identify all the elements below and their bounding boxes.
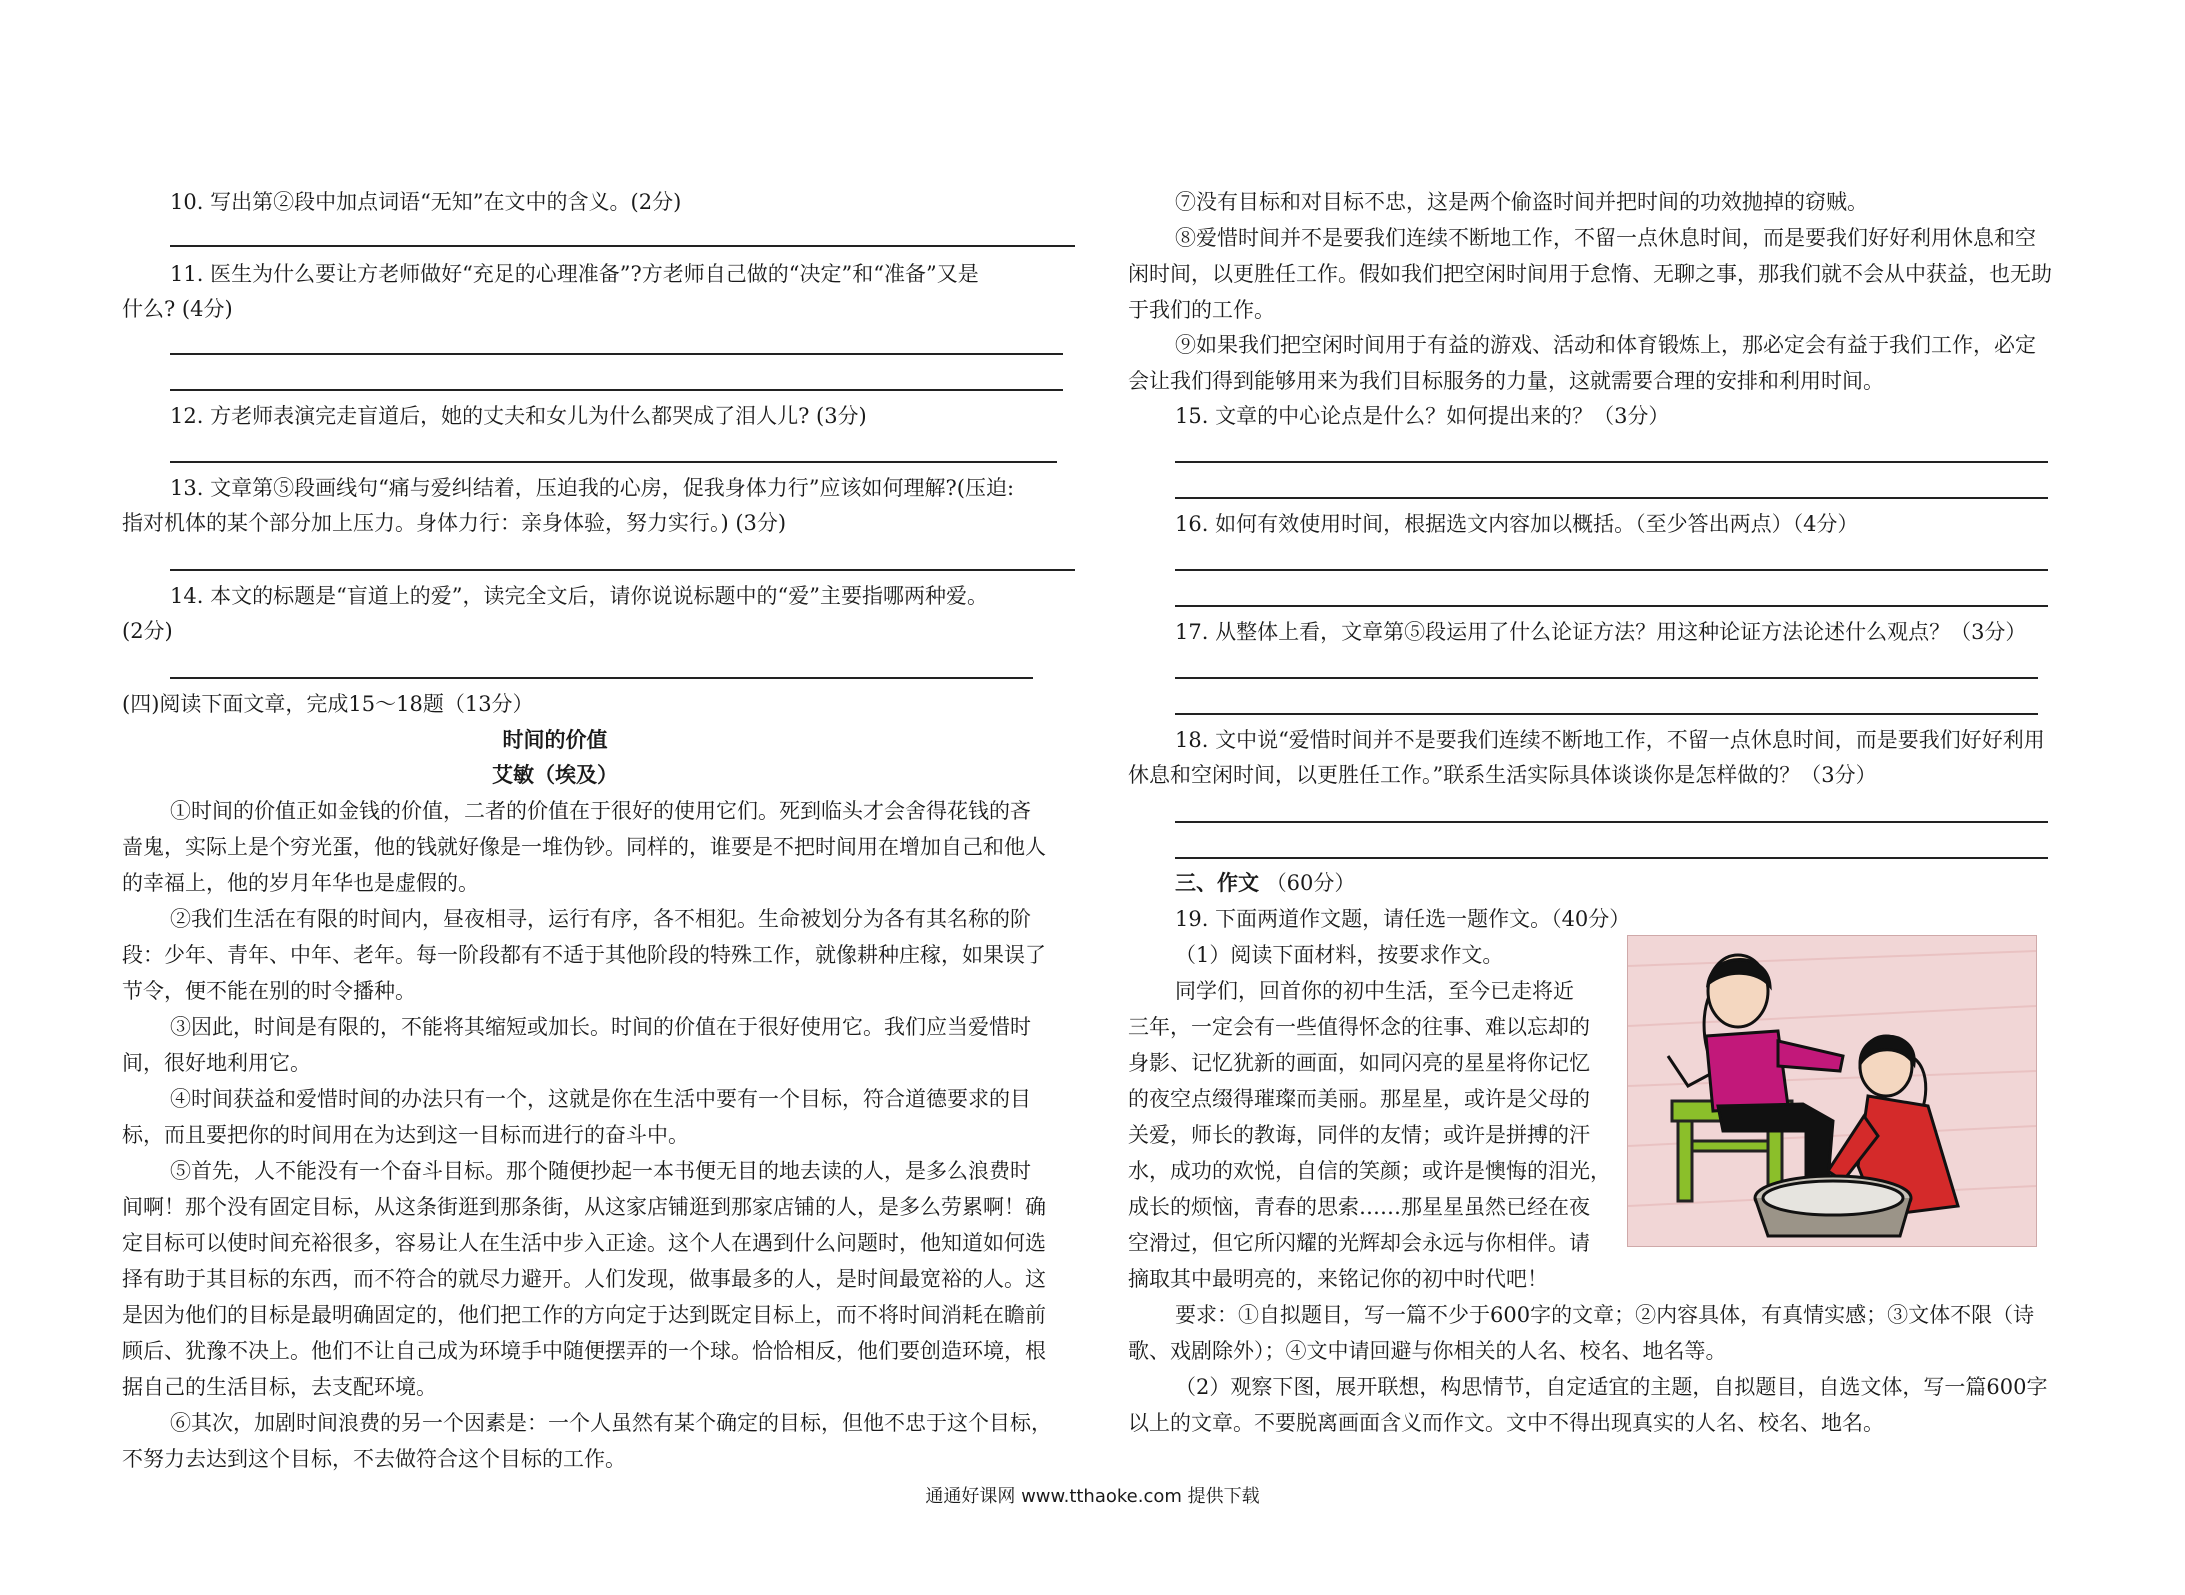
section-3-title: 三、作文	[1175, 870, 1259, 895]
answer-line	[1175, 569, 2048, 571]
text-line: ⑨如果我们把空闲时间用于有益的游戏、活动和体育锻炼上，那必定会有益于我们工作，必定	[1175, 333, 2036, 357]
text-line: 关爱，师长的教诲，同伴的友情；或许是拼搏的汗	[1128, 1123, 1590, 1147]
question-18-line2: 休息和空闲时间，以更胜任工作。”联系生活实际具体谈谈你是怎样做的？（3分）	[1128, 763, 1877, 787]
drawing	[1628, 936, 2036, 1246]
text-line: 水，成功的欢悦，自信的笑颜；或许是懊悔的泪光，	[1128, 1159, 1611, 1183]
question-17: 17. 从整体上看，文章第⑤段运用了什么论证方法？用这种论证方法论述什么观点？（3分）	[1175, 620, 2027, 644]
answer-line	[1175, 461, 2048, 463]
text-line: 定目标可以使时间充裕很多，容易让人在生活中步入正途。这个人在遇到什么问题时，他知道如何选	[122, 1231, 1046, 1255]
text-line: 会让我们得到能够用来为我们目标服务的力量，这就需要合理的安排和利用时间。	[1128, 369, 1884, 393]
text-line: 段：少年、青年、中年、老年。每一阶段都有不适于其他阶段的特殊工作，就像耕种庄稼，如果误了	[122, 943, 1046, 967]
question-11-line2: 什么? (4分)	[122, 297, 233, 321]
text-line: 顾后、犹豫不决上。他们不让自己成为环境手中随便摆弄的一个球。恰恰相反，他们要创造环境，根	[122, 1339, 1046, 1363]
answer-line	[1175, 713, 2038, 715]
text-line: 据自己的生活目标，去支配环境。	[122, 1375, 437, 1399]
question-19: 19. 下面两道作文题，请任选一题作文。（40分）	[1175, 907, 1631, 931]
section-4-heading: (四)阅读下面文章，完成15～18题（13分）	[122, 692, 534, 716]
requirements-line2: 歌、戏剧除外）；④文中请回避与你相关的人名、校名、地名等。	[1128, 1339, 1727, 1363]
illustration-child-washing-mother-feet	[1627, 935, 2037, 1247]
answer-line	[170, 461, 1057, 463]
text-line: 啬鬼，实际上是个穷光蛋，他的钱就好像是一堆伪钞。同样的，谁要是不把时间用在增加自己和他人	[122, 835, 1046, 859]
text-line: 空滑过，但它所闪耀的光辉却会永远与你相伴。请	[1128, 1231, 1590, 1255]
text-line: 节令，便不能在别的时令播种。	[122, 979, 416, 1003]
question-10: 10. 写出第②段中加点词语“无知”在文中的含义。(2分)	[170, 190, 682, 214]
question-13-line2: 指对机体的某个部分加上压力。身体力行：亲身体验，努力实行。) (3分)	[122, 511, 787, 535]
section-3-heading	[1175, 865, 1355, 901]
question-15: 15. 文章的中心论点是什么？如何提出来的？（3分）	[1175, 404, 1670, 428]
answer-line	[170, 677, 1033, 679]
section-3-score: （60分）	[1265, 871, 1356, 895]
question-12: 12. 方老师表演完走盲道后，她的丈夫和女儿为什么都哭成了泪人儿? (3分)	[170, 404, 867, 428]
answer-line	[1175, 677, 2038, 679]
question-16: 16. 如何有效使用时间，根据选文内容加以概括。（至少答出两点）（4分）	[1175, 512, 1859, 536]
text-line: 是因为他们的目标是最明确固定的，他们把工作的方向定于达到既定目标上，而不将时间消耗在瞻前	[122, 1303, 1046, 1327]
answer-line	[170, 389, 1063, 391]
requirements-line1: 要求：①自拟题目，写一篇不少于600字的文章；②内容具体，有真情实感；③文体不限（诗	[1175, 1303, 2035, 1327]
text-line: 闲时间，以更胜任工作。假如我们把空闲时间用于怠惰、无聊之事，那我们就不会从中获益，也无助	[1128, 262, 2052, 286]
text-line: 不努力去达到这个目标，不去做符合这个目标的工作。	[122, 1447, 626, 1471]
option-2-line2: 以上的文章。不要脱离画面含义而作文。文中不得出现真实的人名、校名、地名。	[1128, 1411, 1884, 1435]
text-line: ⑤首先，人不能没有一个奋斗目标。那个随便抄起一本书便无目的地去读的人，是多么浪费时	[170, 1159, 1031, 1183]
question-11-line1: 11. 医生为什么要让方老师做好“充足的心理准备”?方老师自己做的“决定”和“准备”又是	[170, 262, 979, 286]
answer-line	[1175, 857, 2048, 859]
text-line: ②我们生活在有限的时间内，昼夜相寻，运行有序，各不相犯。生命被划分为各有其名称的阶	[170, 907, 1031, 931]
option-2-line1: （2）观察下图，展开联想，构思情节，自定适宜的主题，自拟题目，自选文体，写一篇600字	[1175, 1375, 2048, 1399]
text-line: 间，很好地利用它。	[122, 1051, 311, 1075]
article-author: 艾敏（埃及）	[492, 762, 618, 787]
answer-line	[170, 569, 1075, 571]
answer-line	[1175, 821, 2048, 823]
text-line: 标，而且要把你的时间用在为达到这一目标而进行的奋斗中。	[122, 1123, 689, 1147]
text-line: 间啊！那个没有固定目标，从这条街逛到那条街，从这家店铺逛到那家店铺的人，是多么劳累啊！确	[122, 1195, 1046, 1219]
footer-source: 通通好课网 www.tthaoke.com 提供下载	[925, 1486, 1260, 1507]
question-14-line1: 14. 本文的标题是“盲道上的爱”，读完全文后，请你说说标题中的“爱”主要指哪两种爱。	[170, 584, 989, 608]
text-line: 身影、记忆犹新的画面，如同闪亮的星星将你记忆	[1128, 1051, 1590, 1075]
answer-line	[170, 245, 1075, 247]
option-1: （1）阅读下面材料，按要求作文。	[1175, 943, 1504, 967]
text-line: 择有助于其目标的东西，而不符合的就尽力避开。人们发现，做事最多的人，是时间最宽裕的人。这	[122, 1267, 1046, 1291]
text-line: ⑧爱惜时间并不是要我们连续不断地工作，不留一点休息时间，而是要我们好好利用休息和空	[1175, 226, 2036, 250]
question-18-line1: 18. 文中说“爱惜时间并不是要我们连续不断地工作，不留一点休息时间，而是要我们好好利用	[1175, 728, 2045, 752]
text-line: ③因此，时间是有限的，不能将其缩短或加长。时间的价值在于很好使用它。我们应当爱惜时	[170, 1015, 1031, 1039]
text-line: ④时间获益和爱惜时间的办法只有一个，这就是你在生活中要有一个目标，符合道德要求的目	[170, 1087, 1031, 1111]
text-line: ⑥其次，加剧时间浪费的另一个因素是：一个人虽然有某个确定的目标，但他不忠于这个目标，	[170, 1411, 1052, 1435]
answer-line	[1175, 497, 2048, 499]
paragraph-7: ⑦没有目标和对目标不忠，这是两个偷盗时间并把时间的功效抛掉的窃贼。	[1175, 190, 1868, 214]
answer-line	[1175, 605, 2048, 607]
text-line: 成长的烦恼，青春的思索……那星星虽然已经在夜	[1128, 1195, 1590, 1219]
basin	[1755, 1176, 1911, 1236]
text-line: 摘取其中最明亮的，来铭记你的初中时代吧！	[1128, 1267, 1548, 1291]
text-line: 于我们的工作。	[1128, 298, 1275, 322]
text-line: 的幸福上，他的岁月年华也是虚假的。	[122, 871, 479, 895]
text-line: 三年，一定会有一些值得怀念的往事、难以忘却的	[1128, 1015, 1590, 1039]
answer-line	[170, 353, 1063, 355]
article-title: 时间的价值	[502, 727, 608, 752]
text-line: 的夜空点缀得璀璨而美丽。那星星，或许是父母的	[1128, 1087, 1590, 1111]
text-line: 同学们，回首你的初中生活，至今已走将近	[1175, 979, 1574, 1003]
question-14-line2: (2分)	[122, 619, 173, 643]
text-line: ①时间的价值正如金钱的价值，二者的价值在于很好的使用它们。死到临头才会舍得花钱的吝	[170, 799, 1031, 823]
question-13-line1: 13. 文章第⑤段画线句“痛与爱纠结着，压迫我的心房，促我身体力行”应该如何理解?(压迫:	[170, 476, 1015, 500]
